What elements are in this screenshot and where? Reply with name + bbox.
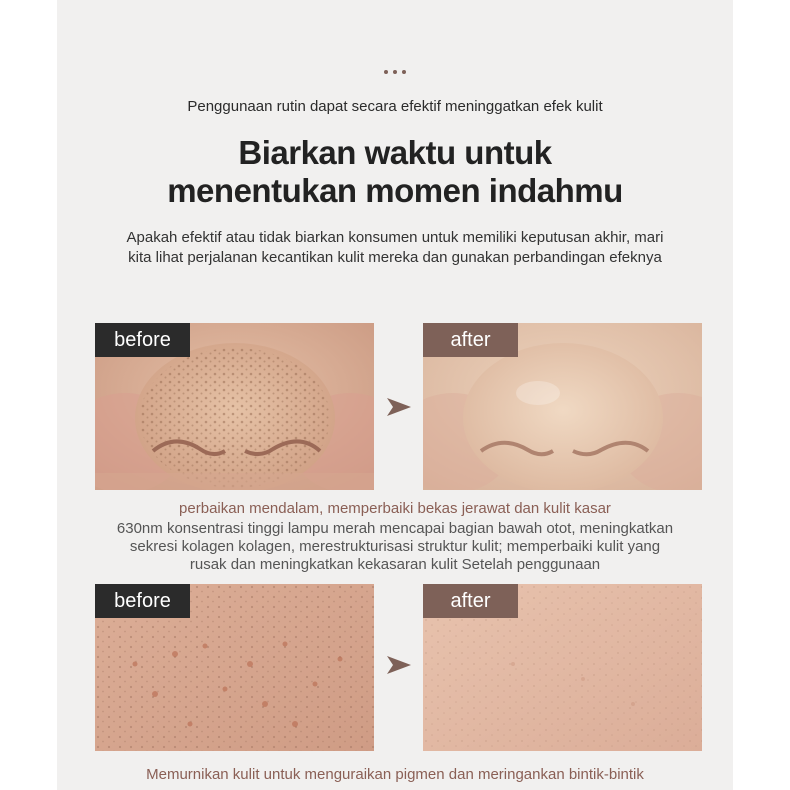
intro-text [80, 228, 710, 268]
after-photo-cheek [423, 584, 702, 751]
before-photo-nose [95, 323, 374, 490]
comparison-1-description [70, 520, 720, 574]
before-photo-cheek [95, 584, 374, 751]
section-subtitle: Penggunaan rutin dapat secara efektif meninggatkan efek kulit [187, 98, 603, 115]
description-line-1: 630nm konsentrasi tinggi lampu merah mencapai bagian bawah otot, meningkatkan [116, 520, 674, 537]
comparison-2-caption: Memurnikan kulit untuk menguraikan pigmen dan meringankan bintik-bintik [146, 766, 644, 783]
arrow-right-icon [387, 398, 411, 416]
comparison-1-caption: perbaikan mendalam, memperbaiki bekas jerawat dan kulit kasar [179, 500, 611, 517]
before-label-tag: before [95, 323, 190, 357]
ellipsis-dots-icon [384, 70, 408, 76]
after-label-tag: after [423, 323, 518, 357]
description-line-2: sekresi kolagen kolagen, merestrukturisasi struktur kulit; memperbaiki kulit yang [129, 538, 661, 555]
intro-line-1: Apakah efektif atau tidak biarkan konsumen untuk memiliki keputusan akhir, mari [126, 229, 664, 246]
arrow-right-icon [387, 656, 411, 674]
headline-line-1: Biarkan waktu untuk [238, 134, 552, 171]
headline-line-2: menentukan momen indahmu [167, 172, 623, 209]
description-line-3: rusak dan meningkatkan kekasaran kulit Setelah penggunaan [189, 556, 601, 573]
intro-line-2: kita lihat perjalanan kecantikan kulit mereka dan gunakan perbandingan efeknya [128, 249, 662, 266]
after-photo-nose [423, 323, 702, 490]
before-label-tag: before [95, 584, 190, 618]
after-label-tag: after [423, 584, 518, 618]
page-headline [0, 134, 790, 210]
